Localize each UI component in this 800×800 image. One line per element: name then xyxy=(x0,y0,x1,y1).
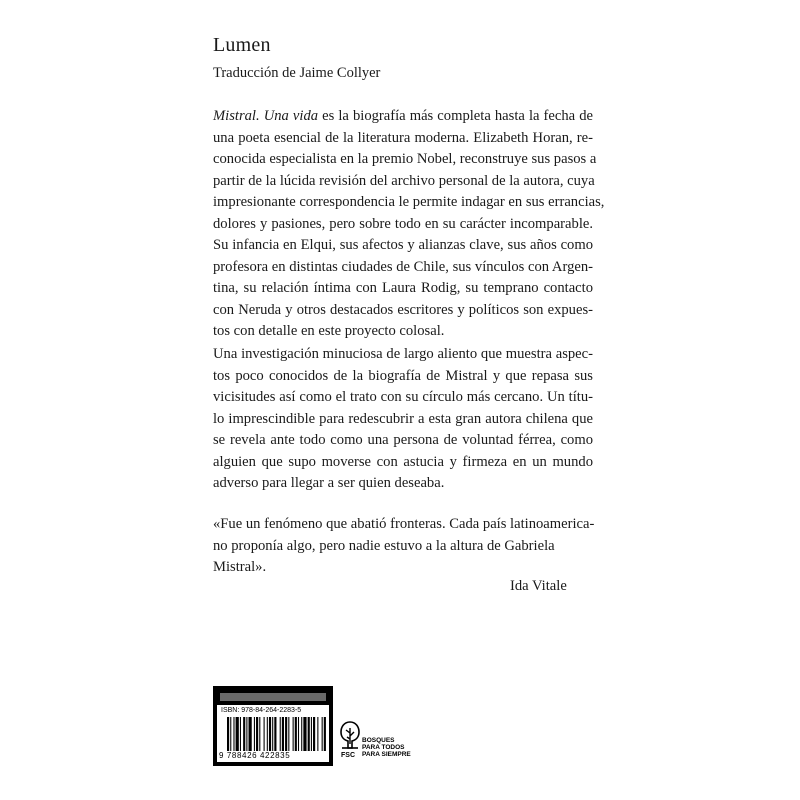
barcode-bar xyxy=(308,717,310,751)
barcode-bar xyxy=(295,717,297,751)
isbn-label: ISBN: 978-84-264-2283-5 xyxy=(221,707,302,714)
barcode-bar xyxy=(322,717,323,751)
barcode-bar xyxy=(236,717,239,751)
quote-line: no proponía algo, pero nadie estuvo a la altura de Gabriela xyxy=(213,537,555,554)
barcode-bar xyxy=(303,717,306,751)
barcode-bar xyxy=(288,717,289,751)
barcode-bar xyxy=(274,717,276,751)
description-line: una poeta esencial de la literatura moderna. Elizabeth Horan, re- xyxy=(213,129,593,146)
fsc-slogan-line: BOSQUES xyxy=(362,737,395,744)
description-line: conocida especialista en la premio Nobel, reconstruye sus pasos a xyxy=(213,151,597,167)
barcode-bar xyxy=(298,717,299,751)
barcode-bar xyxy=(264,717,265,751)
quote-line: «Fue un fenómeno que abatió fronteras. Cada país latinoamerica- xyxy=(213,516,595,532)
description-line: dolores y pasiones, pero sobre todo en su carácter incomparable. xyxy=(213,215,593,232)
description-line: lo imprescindible para redescubrir a esta gran autora chilena que xyxy=(213,410,593,427)
blurb-quote xyxy=(213,514,593,579)
barcode-bar xyxy=(246,717,247,751)
description-paragraph-2 xyxy=(213,344,593,495)
description-line: con Neruda y otros destacados escritores y políticos son expues- xyxy=(213,301,593,318)
barcode-bar xyxy=(254,717,255,751)
description-line: vicisitudes así como el trato con su círculo más cercano. Un títu- xyxy=(213,389,593,405)
description-line xyxy=(213,106,593,128)
barcode-bar xyxy=(259,717,260,751)
barcode-bar xyxy=(249,717,252,751)
barcode-bar xyxy=(282,717,284,751)
description-line: adverso para llegar a ser quien deseaba. xyxy=(213,475,445,491)
barcode-bar xyxy=(256,717,258,751)
description-line: impresionante correspondencia le permite indagar en sus errancias, xyxy=(213,194,605,210)
barcode-bar xyxy=(313,717,315,751)
fsc-slogan xyxy=(362,737,411,758)
description-line: se revela ante todo como una persona de voluntad férrea, como xyxy=(213,432,593,448)
description-line: alguien que supo moverse con astucia y firmeza en un mundo xyxy=(213,453,593,470)
barcode-bar xyxy=(293,717,294,751)
barcode-panel xyxy=(217,705,329,762)
barcode-bar xyxy=(269,717,271,751)
barcode-digits: 9 788426 422835 xyxy=(219,751,291,760)
barcode-header-strip xyxy=(220,693,326,701)
barcode-bar xyxy=(324,717,326,751)
fsc-logo xyxy=(339,720,419,764)
barcode-bar xyxy=(272,717,273,751)
fsc-slogan-line: PARA TODOS xyxy=(362,744,405,751)
publisher-name: Lumen xyxy=(213,34,271,56)
line-text: es la biografía más completa hasta la fecha de xyxy=(318,108,593,124)
barcode-block xyxy=(213,686,333,766)
quote-line: Mistral». xyxy=(213,559,267,575)
description-line: profesora en distintas ciudades de Chile, sus vínculos con Argen- xyxy=(213,258,593,275)
barcode-bar xyxy=(317,717,318,751)
barcode-bar xyxy=(230,717,231,751)
fsc-label: FSC xyxy=(341,752,355,759)
barcode-bar xyxy=(227,717,229,751)
book-title: Mistral. Una vida xyxy=(213,108,319,124)
barcode-icon xyxy=(227,717,327,751)
barcode-bar xyxy=(311,717,312,751)
description-line: Una investigación minuciosa de largo aliento que muestra aspec- xyxy=(213,346,593,362)
description-line: tos poco conocidos de la biografía de Mistral y que repasa sus xyxy=(213,367,593,384)
barcode-bar xyxy=(233,717,234,751)
description-line: tos con detalle en este proyecto colosal. xyxy=(213,323,445,339)
barcode-bar xyxy=(243,717,245,751)
description-paragraph-1 xyxy=(213,106,605,343)
barcode-bar xyxy=(301,717,302,751)
quote-author: Ida Vitale xyxy=(510,578,567,594)
barcode-bar xyxy=(240,717,241,751)
barcode-bar xyxy=(267,717,268,751)
barcode-bar xyxy=(280,717,281,751)
fsc-slogan-line: PARA SIEMPRE xyxy=(362,751,411,758)
description-line: partir de la lúcida revisión del archivo personal de la autora, cuya xyxy=(213,172,595,189)
description-line: Su infancia en Elqui, sus afectos y alianzas clave, sus años como xyxy=(213,237,593,253)
fsc-tree-icon xyxy=(339,720,361,752)
barcode-bar xyxy=(285,717,287,751)
translator-credit: Traducción de Jaime Collyer xyxy=(213,65,381,81)
description-line: tina, su relación íntima con Laura Rodig, su temprano contacto xyxy=(213,280,593,296)
